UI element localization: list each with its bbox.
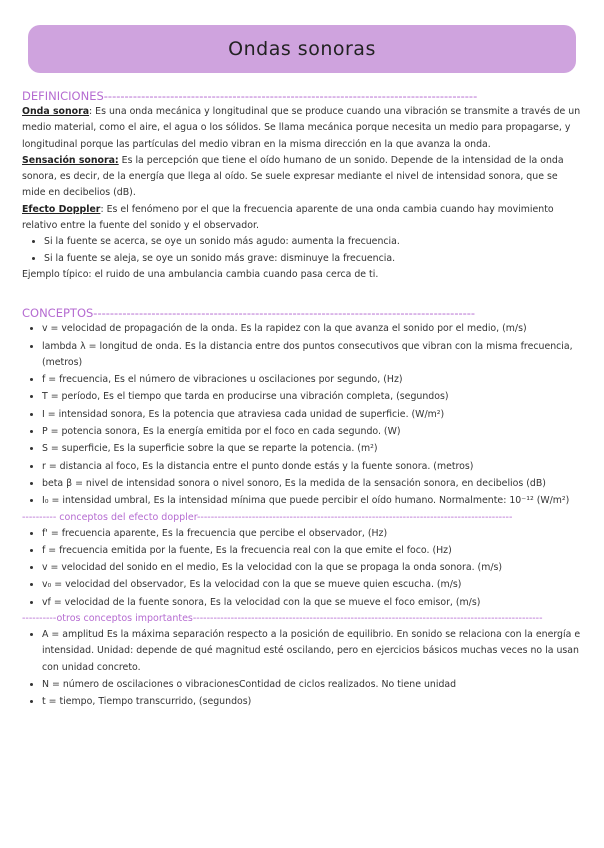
list-item: • T = período, Es el tiempo que tarda en producirse una vibración completa, (segundos) [42, 389, 582, 405]
section-heading-definiciones: DEFINICIONES------------------------------------------------------------------------------------------ [22, 89, 478, 103]
list-item: • f = frecuencia emitida por la fuente, Es la frecuencia real con la que emite el foco. (Hz) [42, 543, 582, 559]
doppler-bullet-list [22, 234, 582, 267]
subheading-other-concepts: ----------otros conceptos importantes------------------------------------------------------------------------------------------------------ [22, 613, 543, 625]
list-item: • f = frecuencia, Es el número de vibraciones u oscilaciones por segundo, (Hz) [42, 372, 582, 388]
definition-efecto-doppler: Efecto Doppler: Es el fenómeno por el que la frecuencia aparente de una onda cambia cuando hay movimiento relativo entre la fuente del sonido y el observador. [22, 203, 554, 232]
list-item: • v = velocidad de propagación de la onda. Es la rapidez con la que avanza el sonido por el medio, (m/s) [42, 321, 582, 337]
list-item: • beta β = nivel de intensidad sonora o nivel sonoro, Es la medida de la sensación sonora, en decibelios (dB) [42, 476, 582, 492]
list-item: • S = superficie, Es la superficie sobre la que se reparte la potencia. (m²) [42, 441, 582, 457]
list-item: • A = amplitud Es la máxima separación respecto a la posición de equilibrio. En sonido se relaciona con la energía e intensidad. Unidad: depende de qué magnitud esté oscilando, pero en ejercicios básicos muchas veces no la usan con unidad concreto. [42, 627, 582, 676]
page-title: Ondas sonoras [228, 38, 376, 60]
list-item: • Si la fuente se aleja, se oye un sonido más grave: disminuye la frecuencia. [44, 251, 582, 267]
definition-onda-sonora: Onda sonora: Es una onda mecánica y longitudinal que se produce cuando una vibración se transmite a través de un medio material, como el aire, el agua o los sólidos. Se llama mecánica porque necesita un medio para propagarse, y longitudinal porque las partículas del medio vibran en la misma dirección en la que avanza la onda. [22, 106, 581, 150]
concepts-list [22, 321, 582, 509]
definition-sensacion-sonora: Sensación sonora: Es la percepción que tiene el oído humano de un sonido. Depende de la intensidad de la onda sonora, es decir, de la energía que llega al oído. Se suele expresar mediante el nivel de intensidad sonora, que se mide en decibelios (dB). [22, 154, 564, 199]
list-item: • f' = frecuencia aparente, Es la frecuencia que percibe el observador, (Hz) [42, 526, 582, 542]
list-item: • I₀ = intensidad umbral, Es la intensidad mínima que puede percibir el oído humano. Normalmente: 10⁻¹² (W/m²) [42, 493, 582, 509]
content [22, 88, 582, 712]
list-item: • Si la fuente se acerca, se oye un sonido más agudo: aumenta la frecuencia. [44, 234, 582, 250]
doppler-example: Ejemplo típico: el ruido de una ambulancia cambia cuando pasa cerca de ti. [22, 268, 379, 280]
list-item: • vf = velocidad de la fuente sonora, Es la velocidad con la que se mueve el foco emisor, (m/s) [42, 595, 582, 611]
other-concepts-list [22, 627, 582, 710]
list-item: • t = tiempo, Tiempo transcurrido, (segundos) [42, 694, 582, 710]
title-banner [28, 25, 576, 73]
list-item: • r = distancia al foco, Es la distancia entre el punto donde estás y la fuente sonora. (metros) [42, 459, 582, 475]
list-item: • P = potencia sonora, Es la energía emitida por el foco en cada segundo. (W) [42, 424, 582, 440]
subheading-doppler-concepts: ---------- conceptos del efecto doppler-------------------------------------------------------------------------------------------- [22, 511, 513, 523]
list-item: • v = velocidad del sonido en el medio, Es la velocidad con la que se propaga la onda sonora. (m/s) [42, 560, 582, 576]
section-heading-conceptos: CONCEPTOS-------------------------------------------------------------------------------------------- [22, 306, 476, 321]
doppler-concepts-list [22, 526, 582, 611]
list-item: • N = número de oscilaciones o vibracionesContidad de ciclos realizados. No tiene unidad [42, 677, 582, 693]
list-item: • lambda λ = longitud de onda. Es la distancia entre dos puntos consecutivos que vibran con la misma frecuencia, (metros) [42, 339, 582, 372]
list-item: • I = intensidad sonora, Es la potencia que atraviesa cada unidad de superficie. (W/m²) [42, 407, 582, 423]
list-item: • v₀ = velocidad del observador, Es la velocidad con la que se mueve quien escucha. (m/s) [42, 577, 582, 593]
